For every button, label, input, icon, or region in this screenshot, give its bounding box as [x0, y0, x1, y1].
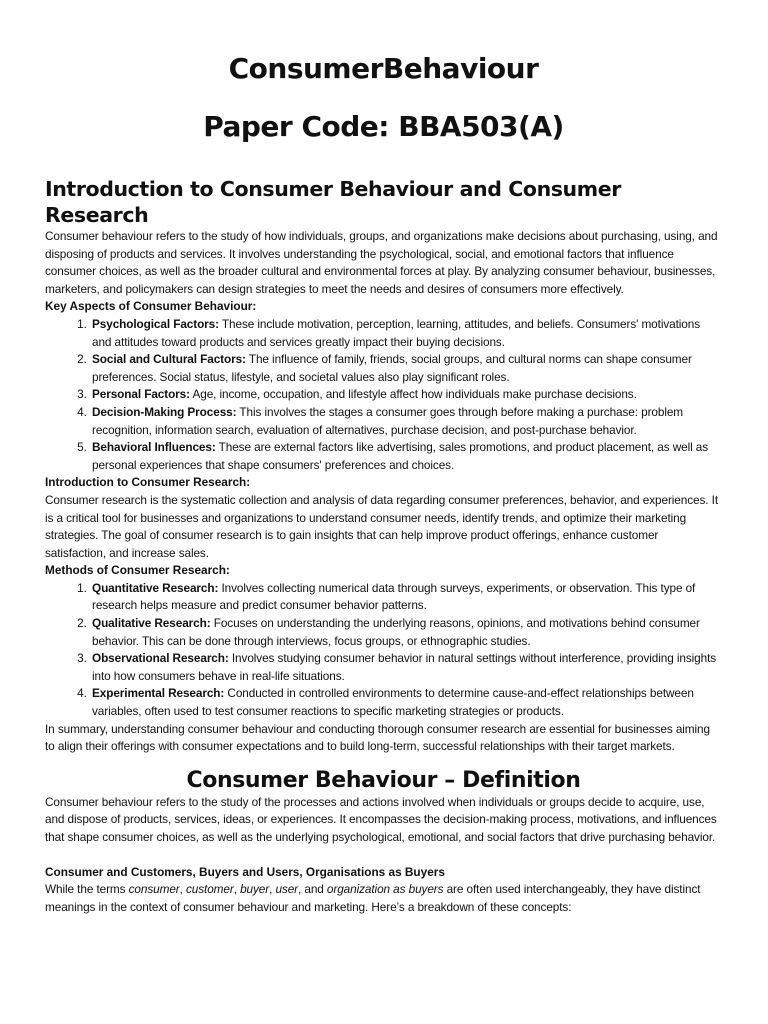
document-title: ConsumerBehaviour: [228, 52, 539, 85]
intro-paragraph: Consumer behaviour refers to the study of how individuals, groups, and organizations make decisions about purchasing, using, and disposing of products and services. It involves understanding the psychological, social, and emotional factors that influence consumer choices, as well as the broader cultural and environmental forces at play. By analyzing consumer behaviour, businesses, marketers, and policymakers can design strategies to meet the needs and desires of consumers more effectively.: [45, 229, 718, 296]
methods-list: [45, 580, 722, 721]
definition-paragraph: Consumer behaviour refers to the study of the processes and actions involved when individuals or groups decide to acquire, use, and dispose of products, services, ideas, or experiences. It encompasses the decision-making process, motivations, and influences that shape consumer choices, as well as the underlying psychological, emotional, and social factors that drive purchasing behavior.: [45, 794, 717, 844]
section-heading-introduction: Introduction to Consumer Behaviour and Consumer Research: [45, 177, 621, 227]
list-item: 4. Decision-Making Process: This involves the stages a consumer goes through before making a purchase: problem recognition, information search, evaluation of alternatives, purchase decision, and post-purchase behavior.: [90, 404, 722, 439]
consumer-research-paragraph: Consumer research is the systematic collection and analysis of data regarding consumer preferences, behavior, and experiences. It is a critical tool for businesses and organizations to understand consumer needs, identify trends, and optimize their marketing strategies. The goal of consumer research is to gain insights that can help improve product offerings, enhance customer satisfaction, and increase sales.: [45, 492, 718, 560]
key-aspects-heading: Key Aspects of Consumer Behaviour:: [45, 299, 257, 314]
list-item: 3. Observational Research: Involves studying consumer behavior in natural settings without interference, providing insights into how consumers behave in real-life situations.: [90, 650, 722, 685]
methods-heading: Methods of Consumer Research:: [45, 563, 230, 578]
list-item: 1. Quantitative Research: Involves collecting numerical data through surveys, experiments, or observation. This type of research helps measure and predict consumer behavior patterns.: [90, 580, 722, 615]
buyers-subheading: Consumer and Customers, Buyers and Users, Organisations as Buyers: [45, 864, 445, 879]
section-heading-definition: Consumer Behaviour – Definition: [186, 767, 581, 793]
list-item: 4. Experimental Research: Conducted in controlled environments to determine cause-and-effect relationships between variables, often used to test consumer reactions to specific marketing strategies or products.: [90, 685, 722, 720]
list-item: 2. Social and Cultural Factors: The influence of family, friends, social groups, and cultural norms can shape consumer preferences. Social status, lifestyle, and societal values also play significant roles.: [90, 351, 722, 386]
list-item: 5. Behavioral Influences: These are external factors like advertising, sales promotions, and product placement, as well as personal experiences that shape consumers' preferences and choices.: [90, 439, 722, 474]
list-item: 1. Psychological Factors: These include motivation, perception, learning, attitudes, and beliefs. Consumers' motivations and attitudes toward products and services greatly impact their buying decisions.: [90, 316, 722, 351]
summary-paragraph: In summary, understanding consumer behaviour and conducting thorough consumer research are essential for businesses aiming to align their offerings with consumer expectations and to build long-term, successful relationships with their target markets.: [45, 721, 710, 754]
list-item: 2. Qualitative Research: Focuses on understanding the underlying reasons, opinions, and motivations behind consumer behavior. This can be done through interviews, focus groups, or ethnographic studies.: [90, 615, 722, 650]
consumer-research-heading: Introduction to Consumer Research:: [45, 475, 251, 490]
key-aspects-list: [45, 316, 722, 474]
terms-paragraph: While the terms consumer, customer, buyer, user, and organization as buyers are often used interchangeably, they have distinct meanings in the context of consumer behaviour and marketing. Here’s a breakdown of these concepts:: [45, 882, 701, 914]
paper-code-title: Paper Code: BBA503(A): [203, 110, 564, 143]
list-item: 3. Personal Factors: Age, income, occupation, and lifestyle affect how individuals make purchase decisions.: [90, 386, 722, 404]
